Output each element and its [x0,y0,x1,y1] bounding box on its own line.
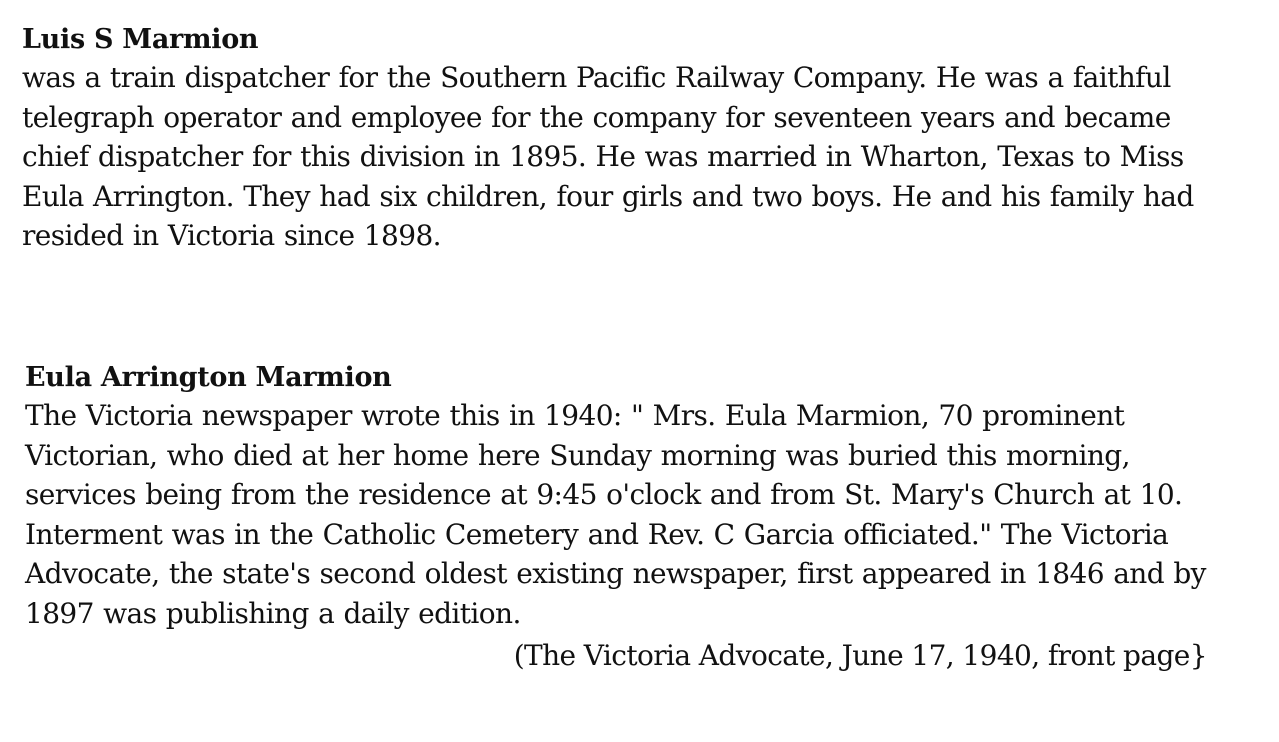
biography-entry-luis [22,22,1242,256]
biography-entry-eula [25,360,1245,633]
biography-text: The Victoria newspaper wrote this in 1940: " Mrs. Eula Marmion, 70 prominent Victorian, who died at her home here Sunday morning was buried this morning, services being from the residence at 9:45 o'clock and from St. Mary's Church at 10. Interment was in the Catholic Cemetery and Rev. C Garcia officiated." The Victoria Advocate, the state's second oldest existing newspaper, first appeared in 1846 and by 1897 was publishing a daily edition. [25,399,1206,630]
biography-text: was a train dispatcher for the Southern Pacific Railway Company. He was a faithful telegraph operator and employee for the company for seventeen years and became chief dispatcher for this division in 1895. He was married in Wharton, Texas to Miss Eula Arrington. They had six children, four girls and two boys. He and his family had resided in Victoria since 1898. [22,61,1194,252]
person-name: Eula Arrington Marmion [25,362,392,393]
source-citation: (The Victoria Advocate, June 17, 1940, front page} [513,639,1207,672]
person-name: Luis S Marmion [22,24,259,55]
